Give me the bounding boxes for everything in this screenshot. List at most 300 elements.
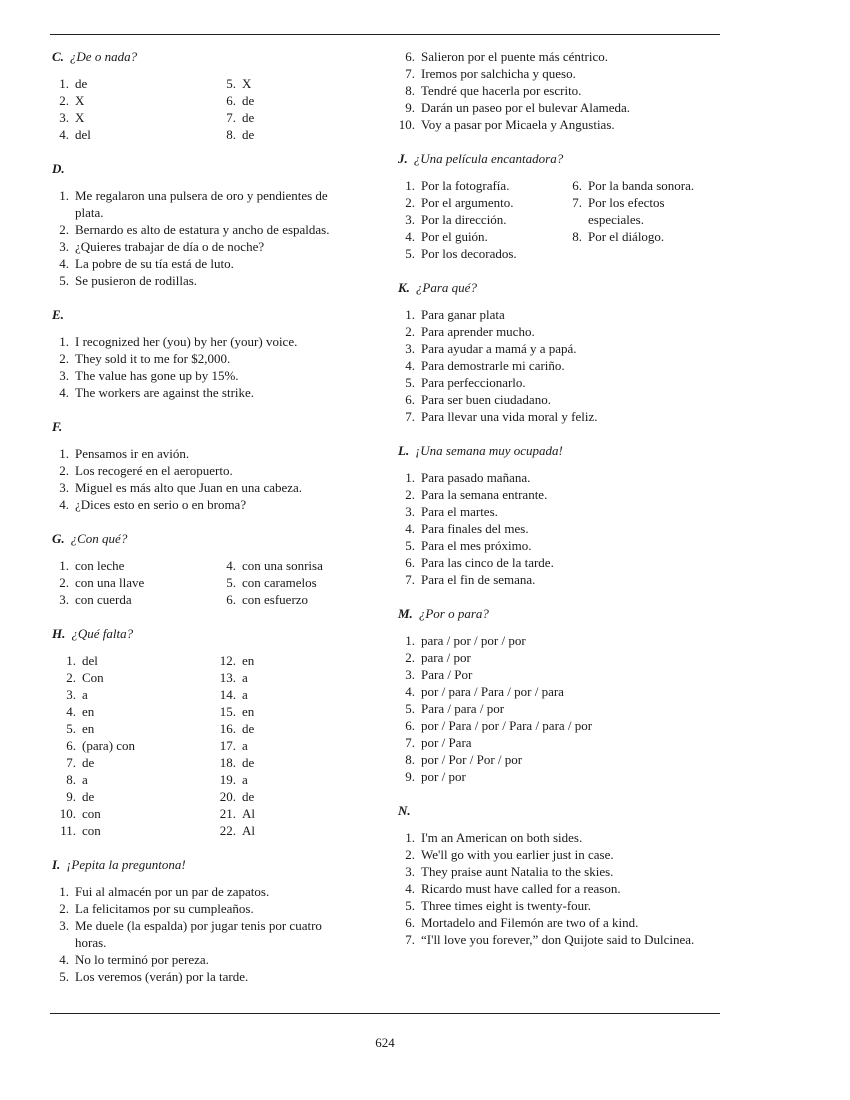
item-number: 6.: [405, 49, 415, 64]
item-number: 13.: [219, 670, 236, 685]
list-item: [398, 228, 565, 245]
item-number: 10.: [59, 806, 76, 821]
item-number: 1.: [59, 446, 69, 461]
item-number: 2.: [405, 324, 415, 339]
item-text: Pensamos ir en avión.: [75, 446, 190, 461]
list-item: [219, 574, 352, 591]
list-item: [565, 228, 718, 245]
item-number: 10.: [398, 117, 415, 132]
list-item: [219, 557, 352, 574]
item-text: Al: [242, 823, 255, 838]
section-k-answers: [398, 306, 718, 425]
item-number: 2.: [66, 670, 76, 685]
item-number: 7.: [405, 932, 415, 947]
item-number: 1.: [59, 558, 69, 573]
item-number: 2.: [405, 650, 415, 665]
item-text: en: [242, 704, 255, 719]
item-text: I'm an American on both sides.: [421, 830, 583, 845]
item-text: Por la dirección.: [421, 212, 507, 227]
section-i-continued-answers: [398, 48, 718, 133]
item-number: 8.: [66, 772, 76, 787]
item-number: 16.: [219, 721, 236, 736]
list-item: [52, 479, 352, 496]
page-number: 624: [375, 1035, 395, 1050]
item-text: con cuerda: [75, 592, 132, 607]
section-c-heading: C. ¿De o nada?: [52, 49, 138, 64]
item-text: a: [82, 687, 88, 702]
list-item: [212, 771, 352, 788]
item-number: 1.: [405, 178, 415, 193]
item-number: 3.: [405, 667, 415, 682]
item-number: 2.: [59, 222, 69, 237]
list-item: [52, 462, 352, 479]
list-item: [398, 846, 718, 863]
section-f-answers: [52, 445, 352, 513]
list-item: [398, 632, 718, 649]
list-item: [52, 333, 352, 350]
list-item: [212, 822, 352, 839]
list-item: [52, 221, 352, 238]
list-item: [52, 445, 352, 462]
item-number: 2.: [59, 351, 69, 366]
list-item: [398, 306, 718, 323]
list-item: [52, 951, 352, 968]
item-number: 7.: [572, 195, 582, 210]
item-text: de: [75, 76, 88, 91]
section-j-heading: J. ¿Una película encantadora?: [398, 151, 564, 166]
item-number: 6.: [572, 178, 582, 193]
item-text: Por los efectos especiales.: [588, 195, 665, 227]
list-item: [52, 272, 352, 289]
item-number: 8.: [226, 127, 236, 142]
item-number: 8.: [405, 752, 415, 767]
list-item: [398, 717, 718, 734]
section-d-answers: [52, 187, 352, 289]
item-text: en: [82, 721, 95, 736]
item-number: 21.: [219, 806, 236, 821]
item-text: Iremos por salchicha y queso.: [421, 66, 576, 81]
item-text: con una sonrisa: [242, 558, 323, 573]
item-number: 6.: [226, 93, 236, 108]
item-text: de: [242, 127, 255, 142]
list-item: [52, 754, 212, 771]
item-number: 2.: [405, 487, 415, 502]
item-text: They praise aunt Natalia to the skies.: [421, 864, 614, 879]
item-number: 2.: [59, 93, 69, 108]
item-number: 2.: [59, 901, 69, 916]
list-item: [398, 734, 718, 751]
list-item: [52, 75, 219, 92]
list-item: [398, 177, 565, 194]
section-m-heading: M. ¿Por o para?: [398, 606, 489, 621]
item-text: Miguel es más alto que Juan en una cabeza.: [75, 480, 303, 495]
item-text: por / para / Para / por / para: [421, 684, 564, 699]
item-number: 1.: [405, 830, 415, 845]
item-text: X: [242, 76, 252, 91]
list-item: [52, 788, 212, 805]
item-number: 5.: [226, 575, 236, 590]
item-text: Para / Por: [421, 667, 473, 682]
item-number: 11.: [60, 823, 76, 838]
list-item: [52, 238, 352, 255]
item-number: 4.: [405, 684, 415, 699]
item-text: X: [75, 93, 85, 108]
item-text: con esfuerzo: [242, 592, 309, 607]
list-item: [52, 686, 212, 703]
section-i-answers: [52, 883, 352, 985]
list-item: [52, 187, 352, 221]
section-m-answers: [398, 632, 718, 785]
item-text: Me regalaron una pulsera de oro y pendientes de plata.: [75, 188, 328, 220]
item-text: Darán un paseo por el bulevar Alameda.: [421, 100, 631, 115]
item-number: 3.: [59, 110, 69, 125]
item-number: 1.: [59, 884, 69, 899]
item-number: 7.: [405, 66, 415, 81]
item-text: por / Para: [421, 735, 472, 750]
item-number: 2.: [405, 195, 415, 210]
item-text: por / por: [421, 769, 466, 784]
item-text: ¿Quieres trabajar de día o de noche?: [75, 239, 265, 254]
section-l-heading: L. ¡Una semana muy ocupada!: [398, 443, 563, 458]
item-text: de: [242, 721, 255, 736]
section-l-answers: [398, 469, 718, 588]
list-item: [398, 880, 718, 897]
item-text: a: [82, 772, 88, 787]
item-text: Por la fotografía.: [421, 178, 510, 193]
item-text: Para la semana entrante.: [421, 487, 548, 502]
item-text: Para ayudar a mamá y a papá.: [421, 341, 577, 356]
top-rule: [50, 34, 720, 35]
list-item: [398, 245, 565, 262]
list-item: [398, 520, 718, 537]
item-number: 4.: [59, 385, 69, 400]
item-number: 6.: [66, 738, 76, 753]
list-item: [52, 109, 219, 126]
section-c-answers: [52, 75, 352, 143]
item-number: 1.: [405, 470, 415, 485]
item-text: Los veremos (verán) por la tarde.: [75, 969, 249, 984]
section-h-answers: [52, 652, 352, 839]
list-item: [398, 768, 718, 785]
item-text: Me duele (la espalda) por jugar tenis por cuatro horas.: [75, 918, 322, 950]
item-text: Por el guión.: [421, 229, 488, 244]
item-text: de: [82, 789, 95, 804]
item-text: Se pusieron de rodillas.: [75, 273, 198, 288]
item-text: We'll go with you earlier just in case.: [421, 847, 614, 862]
item-text: Para perfeccionarlo.: [421, 375, 526, 390]
section-d: [52, 160, 352, 306]
section-c: [52, 48, 352, 160]
item-text: con caramelos: [242, 575, 317, 590]
item-number: 6.: [405, 392, 415, 407]
item-text: a: [242, 687, 248, 702]
item-text: del: [75, 127, 91, 142]
list-item: [398, 914, 718, 931]
item-number: 17.: [219, 738, 236, 753]
section-h-col-2: [212, 652, 352, 839]
item-text: a: [242, 738, 248, 753]
list-item: [398, 194, 565, 211]
item-number: 3.: [59, 592, 69, 607]
item-number: 5.: [59, 273, 69, 288]
item-number: 4.: [59, 127, 69, 142]
list-item: [52, 367, 352, 384]
section-j-answers: [398, 177, 718, 262]
item-number: 1.: [405, 633, 415, 648]
item-number: 1.: [66, 653, 76, 668]
item-number: 4.: [226, 558, 236, 573]
item-number: 3.: [66, 687, 76, 702]
section-j: [398, 150, 718, 279]
list-item: [565, 177, 718, 194]
item-text: por / Para / por / Para / para / por: [421, 718, 593, 733]
section-g-col-1: [52, 557, 219, 608]
item-number: 5.: [405, 701, 415, 716]
item-number: 3.: [59, 368, 69, 383]
list-item: [52, 805, 212, 822]
list-item: [398, 374, 718, 391]
section-d-heading: D.: [52, 161, 65, 176]
list-item: [398, 469, 718, 486]
list-item: [212, 703, 352, 720]
item-text: Para ser buen ciudadano.: [421, 392, 551, 407]
item-number: 15.: [219, 704, 236, 719]
list-item: [398, 486, 718, 503]
list-item: [212, 788, 352, 805]
item-number: 8.: [405, 83, 415, 98]
list-item: [398, 751, 718, 768]
list-item: [212, 720, 352, 737]
item-text: de: [242, 789, 255, 804]
list-item: [212, 686, 352, 703]
section-f: [52, 418, 352, 530]
section-g-heading: G. ¿Con qué?: [52, 531, 128, 546]
item-text: Los recogeré en el aeropuerto.: [75, 463, 233, 478]
section-c-col-1: [52, 75, 219, 143]
section-h-heading: H. ¿Qué falta?: [52, 626, 134, 641]
item-text: The value has gone up by 15%.: [75, 368, 239, 383]
item-text: Por el diálogo.: [588, 229, 665, 244]
item-number: 3.: [405, 341, 415, 356]
section-f-heading: F.: [52, 419, 63, 434]
list-item: [398, 700, 718, 717]
item-text: No lo terminó por pereza.: [75, 952, 209, 967]
list-item: [52, 557, 219, 574]
list-item: [52, 652, 212, 669]
item-text: del: [82, 653, 98, 668]
section-n-answers: [398, 829, 718, 948]
list-item: [398, 116, 718, 133]
item-text: Three times eight is twenty-four.: [421, 898, 592, 913]
section-j-col-1: [398, 177, 565, 262]
list-item: [52, 496, 352, 513]
item-text: Para el fin de semana.: [421, 572, 536, 587]
item-text: X: [75, 110, 85, 125]
item-number: 7.: [66, 755, 76, 770]
item-text: They sold it to me for $2,000.: [75, 351, 231, 366]
list-item: [52, 900, 352, 917]
list-item: [398, 537, 718, 554]
list-item: [52, 771, 212, 788]
list-item: [398, 931, 718, 948]
list-item: [212, 669, 352, 686]
item-text: Bernardo es alto de estatura y ancho de espaldas.: [75, 222, 330, 237]
item-number: 19.: [219, 772, 236, 787]
list-item: [398, 666, 718, 683]
list-item: [398, 554, 718, 571]
item-text: Para finales del mes.: [421, 521, 529, 536]
list-item: [52, 574, 219, 591]
item-number: 18.: [219, 755, 236, 770]
item-text: Para ganar plata: [421, 307, 505, 322]
list-item: [212, 754, 352, 771]
item-number: 22.: [219, 823, 236, 838]
list-item: [398, 48, 718, 65]
item-number: 5.: [405, 375, 415, 390]
list-item: [52, 720, 212, 737]
section-n-heading: N.: [398, 803, 411, 818]
list-item: [52, 255, 352, 272]
item-text: Con: [82, 670, 104, 685]
item-text: Tendré que hacerla por escrito.: [421, 83, 582, 98]
list-item: [398, 503, 718, 520]
section-g: [52, 530, 352, 625]
list-item: [398, 649, 718, 666]
item-number: 5.: [59, 969, 69, 984]
item-text: en: [82, 704, 95, 719]
item-number: 1.: [59, 334, 69, 349]
list-item: [219, 92, 352, 109]
item-number: 4.: [59, 256, 69, 271]
section-k: [398, 279, 718, 442]
list-item: [52, 822, 212, 839]
item-number: 9.: [405, 100, 415, 115]
item-number: 5.: [405, 538, 415, 553]
item-number: 4.: [405, 881, 415, 896]
list-item: [398, 408, 718, 425]
item-number: 5.: [66, 721, 76, 736]
item-text: de: [242, 755, 255, 770]
item-text: “I'll love you forever,” don Quijote said to Dulcinea.: [421, 932, 695, 947]
list-item: [219, 109, 352, 126]
list-item: [212, 737, 352, 754]
list-item: [212, 652, 352, 669]
list-item: [398, 391, 718, 408]
item-number: 14.: [219, 687, 236, 702]
item-number: 7.: [405, 572, 415, 587]
item-text: Para el martes.: [421, 504, 498, 519]
item-text: con una llave: [75, 575, 145, 590]
list-item: [398, 323, 718, 340]
item-text: Para demostrarle mi cariño.: [421, 358, 565, 373]
item-text: de: [242, 93, 255, 108]
item-text: de: [242, 110, 255, 125]
item-text: Por el argumento.: [421, 195, 514, 210]
item-text: Por los decorados.: [421, 246, 517, 261]
list-item: [52, 384, 352, 401]
section-g-answers: [52, 557, 352, 608]
item-number: 7.: [405, 409, 415, 424]
list-item: [52, 917, 352, 951]
item-text: a: [242, 772, 248, 787]
item-number: 3.: [59, 918, 69, 933]
item-text: Mortadelo and Filemón are two of a kind.: [421, 915, 639, 930]
item-number: 4.: [405, 358, 415, 373]
item-text: Salieron por el puente más céntrico.: [421, 49, 608, 64]
list-item: [398, 82, 718, 99]
section-c-col-2: [219, 75, 352, 143]
item-number: 7.: [226, 110, 236, 125]
list-item: [398, 357, 718, 374]
section-i-continued: [398, 48, 718, 150]
item-text: Para las cinco de la tarde.: [421, 555, 554, 570]
item-number: 2.: [405, 847, 415, 862]
section-k-heading: K. ¿Para qué?: [398, 280, 477, 295]
item-number: 4.: [405, 229, 415, 244]
item-text: The workers are against the strike.: [75, 385, 255, 400]
item-text: Para el mes próximo.: [421, 538, 532, 553]
list-item: [219, 75, 352, 92]
item-text: Para aprender mucho.: [421, 324, 535, 339]
item-number: 3.: [405, 504, 415, 519]
list-item: [398, 340, 718, 357]
section-j-col-2: [565, 177, 718, 262]
item-text: ¿Dices esto en serio o en broma?: [75, 497, 247, 512]
item-text: Por la banda sonora.: [588, 178, 695, 193]
item-text: por / Por / Por / por: [421, 752, 523, 767]
section-h: [52, 625, 352, 856]
item-text: Para llevar una vida moral y feliz.: [421, 409, 598, 424]
item-text: Para pasado mañana.: [421, 470, 531, 485]
item-number: 9.: [66, 789, 76, 804]
list-item: [52, 968, 352, 985]
list-item: [219, 126, 352, 143]
item-number: 20.: [219, 789, 236, 804]
item-number: 5.: [405, 246, 415, 261]
item-number: 4.: [66, 704, 76, 719]
item-text: Fui al almacén por un par de zapatos.: [75, 884, 270, 899]
item-text: Ricardo must have called for a reason.: [421, 881, 621, 896]
item-number: 3.: [405, 864, 415, 879]
section-e: [52, 306, 352, 418]
item-text: Al: [242, 806, 255, 821]
item-text: en: [242, 653, 255, 668]
item-number: 8.: [572, 229, 582, 244]
section-h-col-1: [52, 652, 212, 839]
item-number: 12.: [219, 653, 236, 668]
item-text: La felicitamos por su cumpleaños.: [75, 901, 254, 916]
item-text: con leche: [75, 558, 125, 573]
section-i-heading: I. ¡Pepita la preguntona!: [52, 857, 186, 872]
list-item: [52, 92, 219, 109]
list-item: [52, 591, 219, 608]
section-g-col-2: [219, 557, 352, 608]
item-text: (para) con: [82, 738, 136, 753]
list-item: [398, 829, 718, 846]
item-number: 6.: [226, 592, 236, 607]
item-number: 5.: [405, 898, 415, 913]
section-e-answers: [52, 333, 352, 401]
item-text: Voy a pasar por Micaela y Angustias.: [421, 117, 615, 132]
item-text: de: [82, 755, 95, 770]
section-n: [398, 802, 718, 948]
list-item: [398, 571, 718, 588]
section-e-heading: E.: [52, 307, 64, 322]
item-number: 6.: [405, 718, 415, 733]
list-item: [398, 683, 718, 700]
section-l: [398, 442, 718, 605]
item-number: 6.: [405, 555, 415, 570]
